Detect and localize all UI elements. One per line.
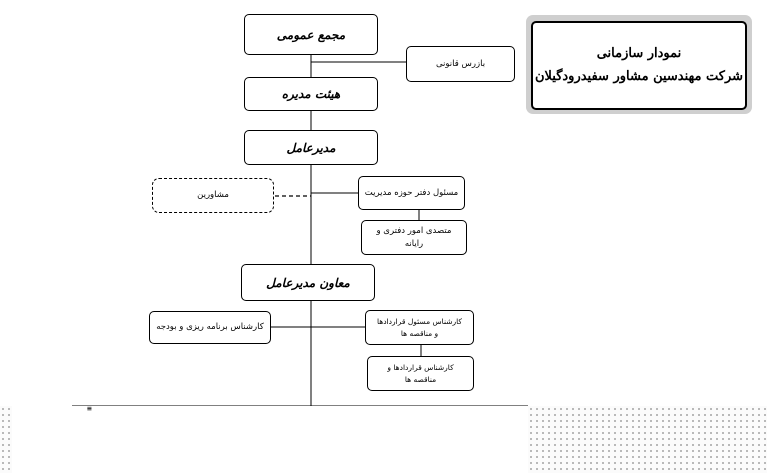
- node-label-line1: کارشناس مسئول قراردادها: [377, 317, 462, 327]
- node-label: مشاورین: [197, 190, 229, 201]
- chart-title: نمودار سازمانی: [596, 45, 682, 61]
- list-marker-icon: ≡: [87, 404, 92, 413]
- node-ceo: [244, 130, 378, 165]
- node-label: مجمع عمومی: [276, 27, 346, 42]
- node-advisors: [152, 178, 274, 213]
- node-label: کارشناس برنامه ریزی و بودجه: [156, 322, 264, 333]
- node-label-line1: کارشناس قراردادها و: [387, 363, 454, 373]
- node-label: معاون مدیرعامل: [266, 275, 350, 290]
- node-label: بازرس قانونی: [435, 58, 486, 69]
- node-deputy-ceo: [241, 264, 375, 301]
- node-office-affairs: [361, 220, 467, 255]
- node-label: هیئت مدیره: [281, 87, 341, 101]
- node-contracts-tenders-head: [365, 310, 474, 345]
- node-contracts-expert: [367, 356, 474, 391]
- title-box: [531, 21, 747, 110]
- node-label: متصدی امور دفتری و رایانه: [376, 226, 452, 249]
- node-legal-inspector: [406, 46, 515, 82]
- node-management-office-head: [358, 176, 465, 210]
- node-label: مسئول دفتر حوزه مدیریت: [364, 187, 459, 198]
- node-planning-budget-expert: [149, 311, 271, 344]
- node-general-assembly: [244, 14, 378, 55]
- node-board-of-directors: [244, 77, 378, 111]
- node-label-line2: و مناقصه ها: [400, 328, 439, 338]
- node-label-line2: مناقصه ها: [404, 374, 437, 384]
- node-label: مدیرعامل: [286, 140, 336, 155]
- company-name: شرکت مهندسین مشاور سفیدرودگیلان: [534, 68, 744, 84]
- paper-edge: [12, 406, 528, 473]
